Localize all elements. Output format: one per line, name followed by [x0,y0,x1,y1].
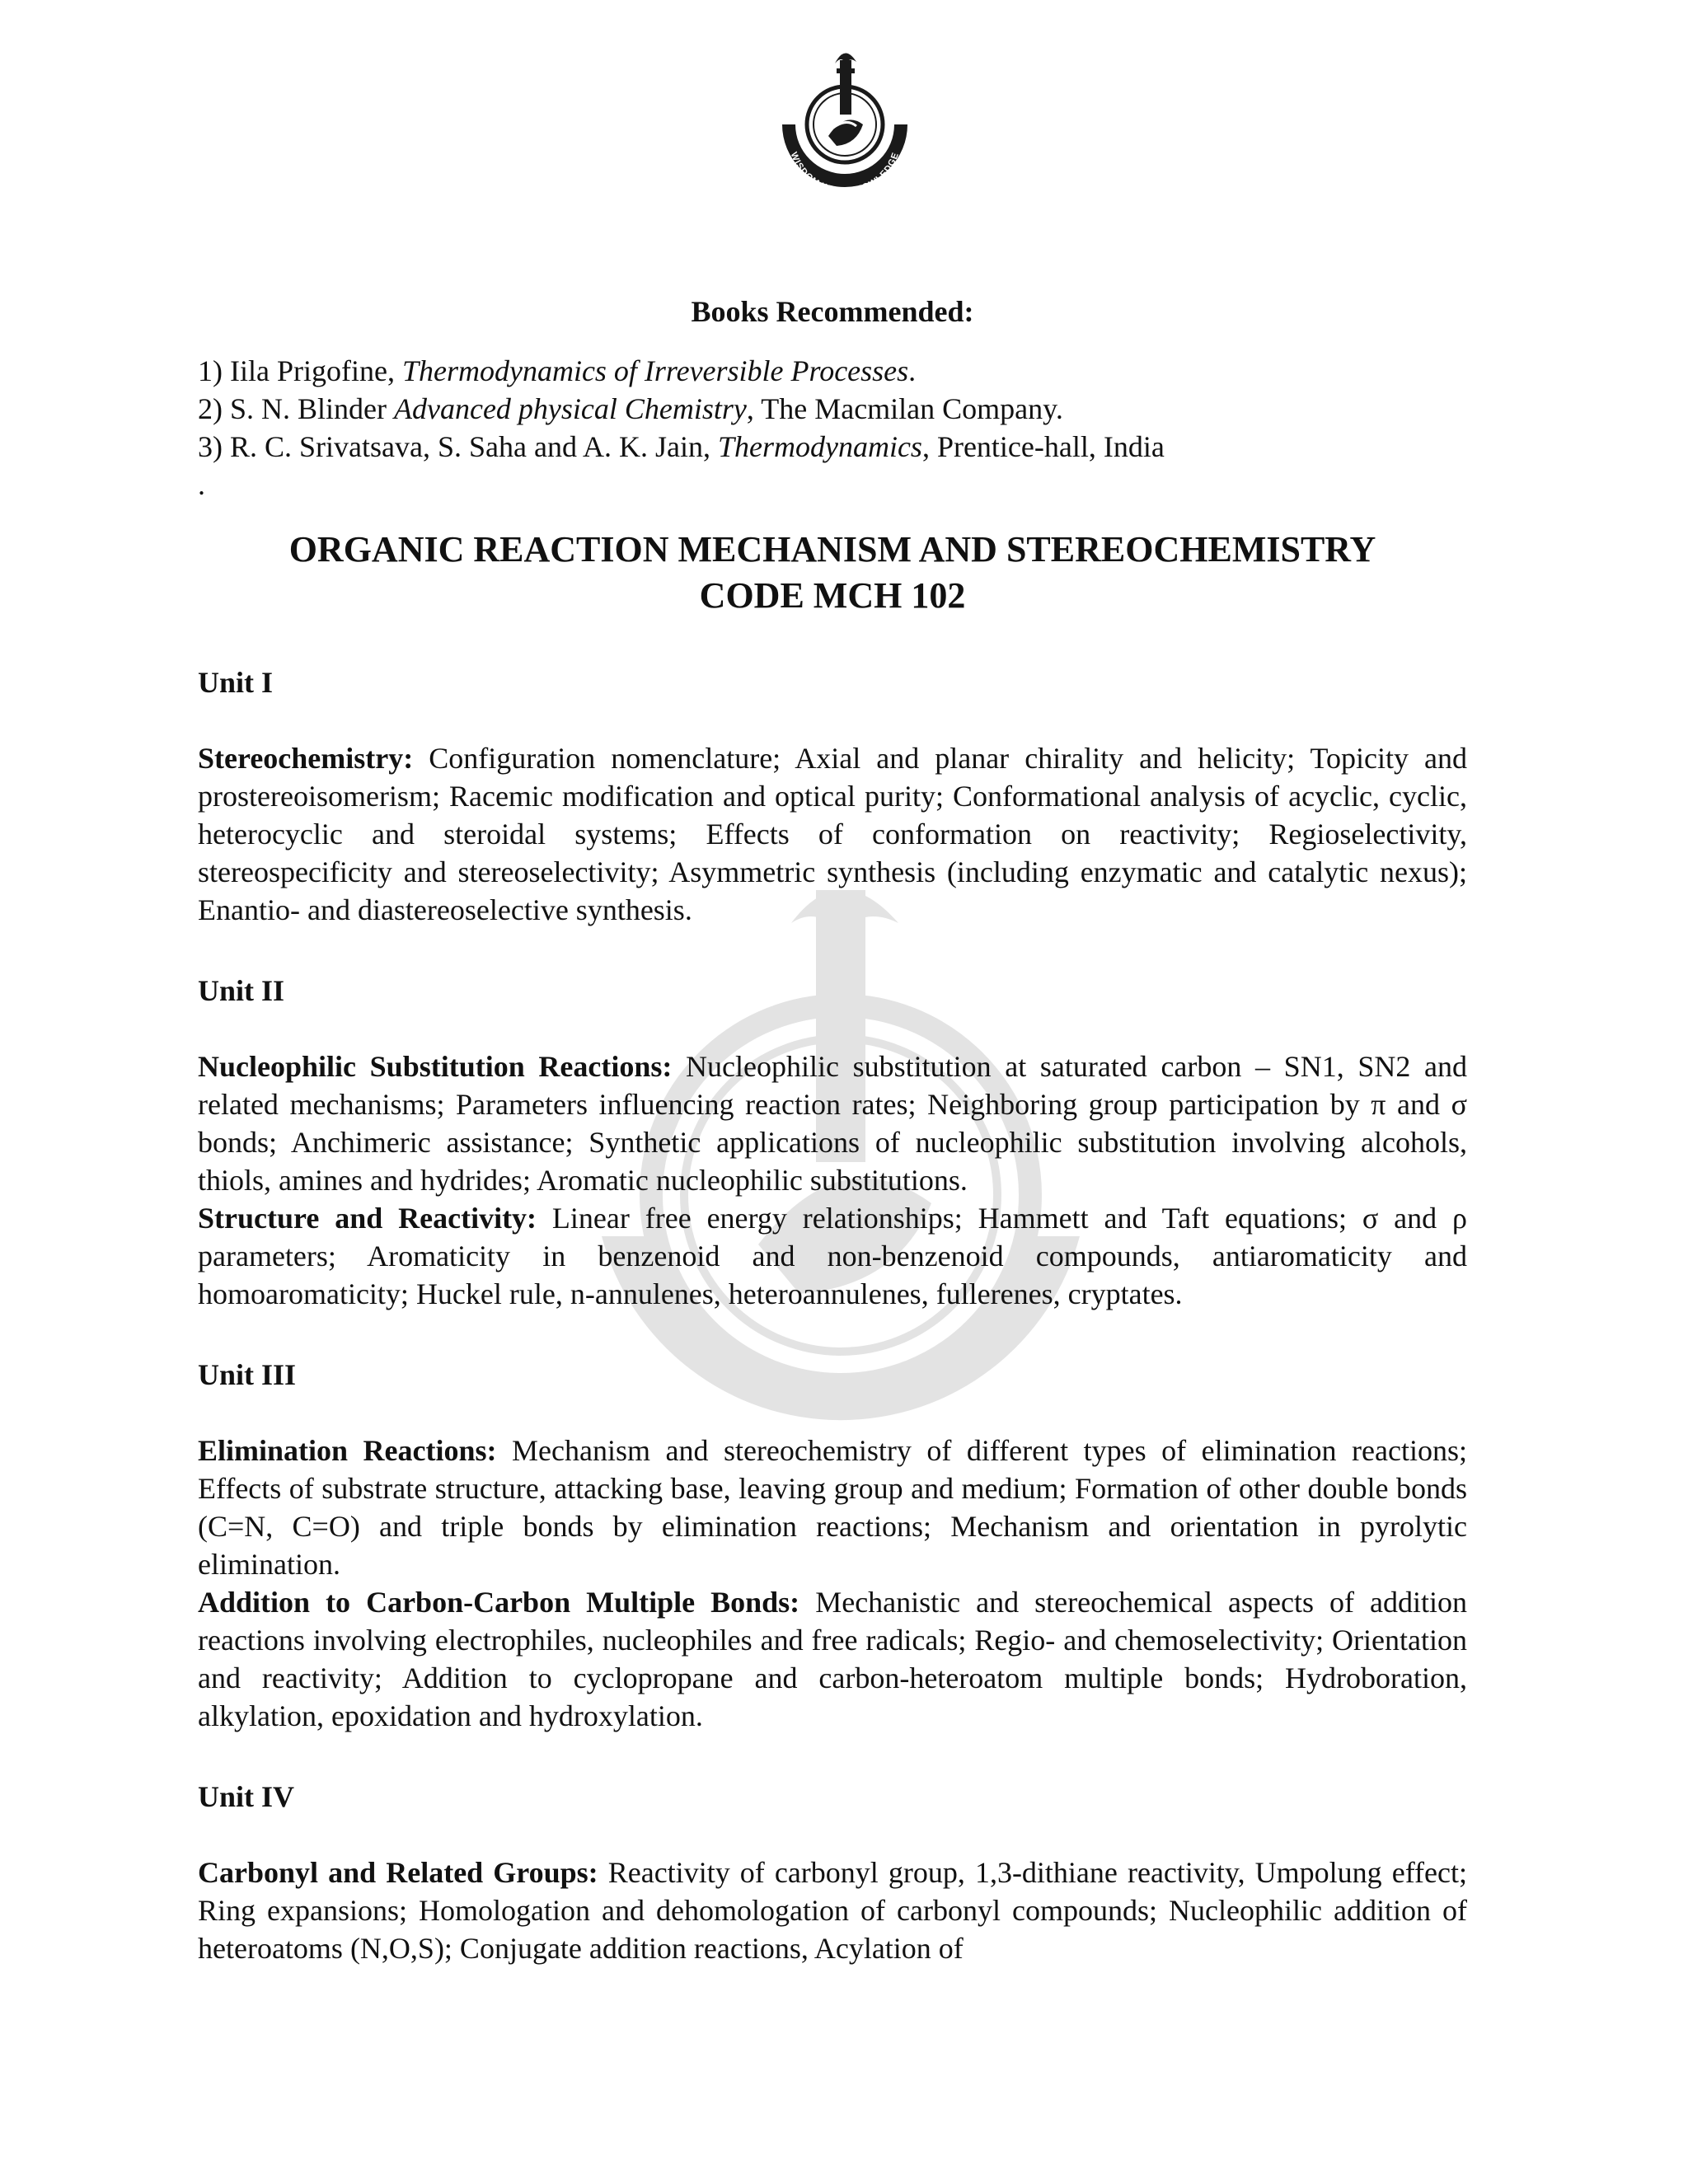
trailing-dot: . [198,468,205,501]
unit-heading: Unit III [198,1358,297,1391]
topic-lead: Carbonyl and Related Groups: [198,1856,598,1889]
book-list [198,352,1467,504]
book-publisher: , Prentice-hall, India [921,430,1165,463]
topic-text: Mechanism and stereochemistry of different types of elimination reactions; Effects of substrate structure, attacking base, leaving group and medium; Formation of other double bonds (C=N, C=O) and triple bonds by elimination reactions; Mechanism and orientation in pyrolytic elimination. [198,1434,1467,1581]
book-item [198,428,1467,466]
topic-text: Reactivity of carbonyl group, 1,3-dithiane reactivity, Umpolung effect; Ring expansions; Homologation and dehomologation of carbonyl compounds; Nucleophilic addition of heteroatoms (N,O,S); Conjugate addition reactions, Acylation of [198,1856,1467,1965]
topic-text: Configuration nomenclature; Axial and planar chirality and helicity; Topicity and prostereoisomerism; Racemic modification and optical purity; Conformational analysis of acyclic, cyclic, heterocyclic and steroidal systems; Effects of conformation on reactivity; Regioselectivity, stereospecificity and stereoselectivity; Asymmetric synthesis (including enzymatic and catalytic nexus); Enantio- and diastereoselective synthesis. [198,742,1467,926]
unit-paragraph [198,1854,1467,1967]
unit-paragraph [198,739,1467,929]
unit-paragraph [198,1047,1467,1199]
course-name: ORGANIC REACTION MECHANISM AND STEREOCHEMISTRY [288,529,1376,569]
book-title: Thermodynamics of Irreversible Processes [401,354,909,387]
topic-lead: Nucleophilic Substitution Reactions: [198,1050,673,1083]
unit-heading: Unit II [198,974,285,1007]
unit-paragraph [198,1432,1467,1583]
books-recommended-heading: Books Recommended: [691,295,974,328]
topic-text: Mechanistic and stereochemical aspects of addition reactions involving electrophiles, nucleophiles and free radicals; Regio- and chemoselectivity; Orientation and reactivity; Addition to cyclopropane and carbon-heteroatom multiple bonds; Hydroboration, alkylation, epoxidation and hydroxylation. [198,1586,1467,1732]
course-code: CODE MCH 102 [699,575,966,616]
book-item [198,352,1467,390]
course-title [198,527,1467,619]
unit-paragraph [198,1199,1467,1313]
topic-lead: Addition to Carbon-Carbon Multiple Bonds: [198,1586,800,1619]
book-author: 2) S. N. Blinder [198,392,394,425]
unit-heading: Unit I [198,666,274,699]
book-publisher: . [908,354,917,387]
topic-lead: Elimination Reactions: [198,1434,497,1467]
book-title: Advanced physical Chemistry [394,392,747,425]
topic-text: Linear free energy relationships; Hammett and Taft equations; σ and ρ parameters; Aromaticity in benzenoid and non-benzenoid compounds, antiaromaticity and homoaromaticity; Huckel rule, n-annulenes, heteroannulenes, fullerenes, cryptates. [198,1202,1467,1310]
book-publisher: , The Macmilan Company. [746,392,1063,425]
logo-motto: WISDOM WITH KNOWLEDGE [788,150,902,197]
book-item [198,390,1467,428]
book-author: 3) R. C. Srivatsava, S. Saha and A. K. Jain, [198,430,718,463]
unit-paragraph [198,1583,1467,1735]
book-title: Thermodynamics [717,430,922,463]
topic-lead: Structure and Reactivity: [198,1202,537,1235]
unit-heading: Unit IV [198,1780,295,1813]
book-author: 1) Iila Prigofine, [198,354,402,387]
topic-lead: Stereochemistry: [198,742,414,775]
topic-text: Nucleophilic substitution at saturated carbon – SN1, SN2 and related mechanisms; Parameters influencing reaction rates; Neighboring group participation by π and σ bonds; Anchimeric assistance; Synthetic applications of nucleophilic substitution involving alcohols, thiols, amines and hydrides; Aromatic nucleophilic substitutions. [198,1050,1467,1197]
university-logo [771,45,919,198]
